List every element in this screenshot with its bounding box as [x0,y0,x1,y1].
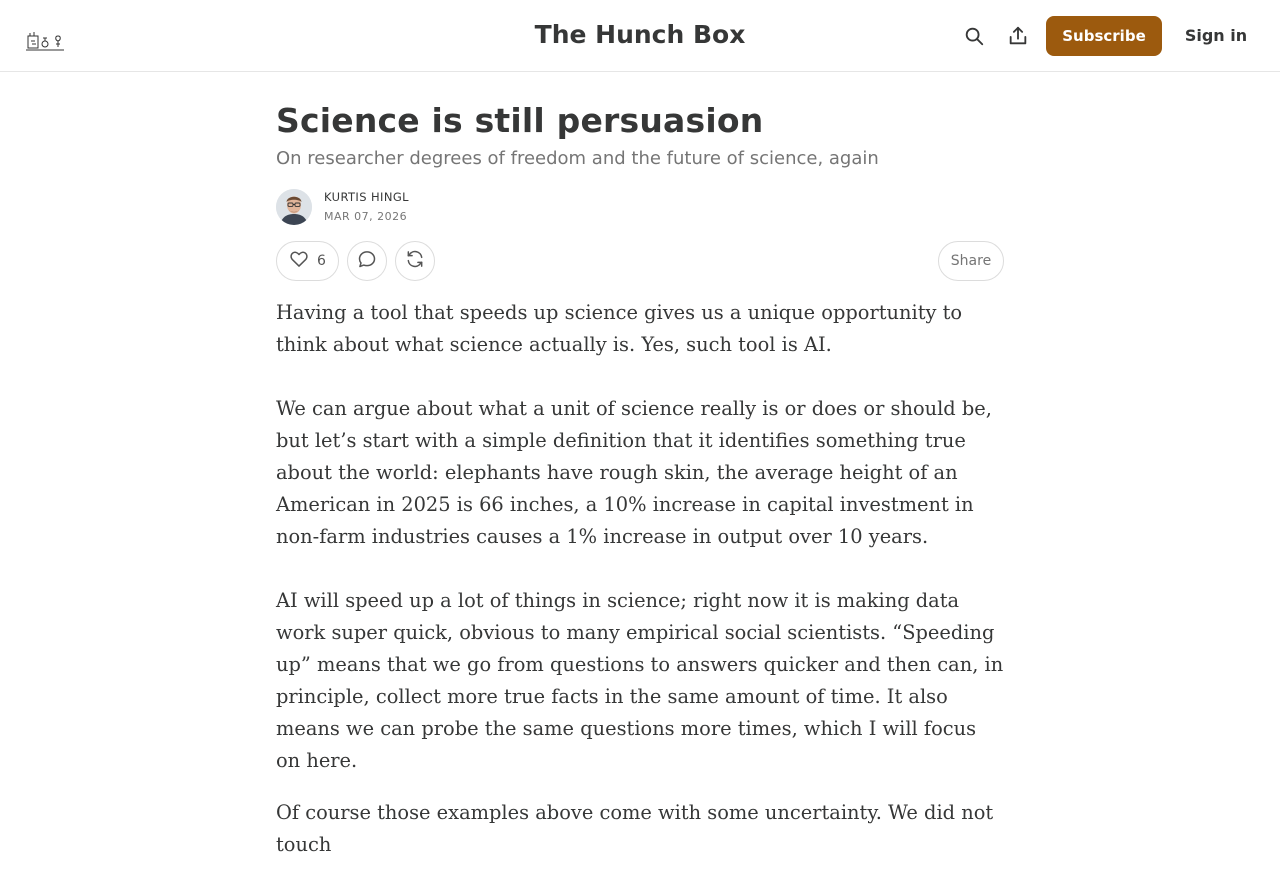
post-body [276,297,1004,861]
paragraph: We can argue about what a unit of science really is or does or should be, but let’s start with a simple definition that it identifies something true about the world: elephants have rough skin, the average height of an American in 2025 is 66 inches, a 10% increase in capital investment in non-farm industries causes a 1% increase in output over 10 years. [276,397,992,548]
restack-icon [405,249,425,273]
search-icon[interactable] [962,24,986,48]
paragraph: Having a tool that speeds up science gives us a unique opportunity to think about what science actually is. Yes, such tool is AI. [276,301,963,356]
post-actions [276,241,1004,281]
paragraph: AI will speed up a lot of things in science; right now it is making data work super quick, obvious to many empirical social scientists. “Speeding up” means that we go from questions to answers quicker and then can, in principle, collect more true facts in the same amount of time. It also means we can probe the same questions more times, which I will focus on here. [276,589,1004,772]
byline [276,189,1004,227]
post-article [276,98,1004,893]
heart-icon [289,249,309,273]
like-button[interactable] [276,241,339,281]
site-title[interactable]: The Hunch Box [534,20,746,49]
subscribe-button[interactable]: Subscribe [1046,16,1162,56]
post-date: MAR 07, 2026 [324,210,408,223]
avatar[interactable] [276,189,312,225]
like-count: 6 [317,253,326,269]
top-navigation-bar [0,0,1280,72]
restack-button[interactable] [395,241,435,281]
sign-in-button[interactable]: Sign in [1184,26,1248,45]
share-button[interactable]: Share [938,241,1004,281]
post-title: Science is still persuasion [276,101,764,140]
author-name[interactable]: KURTIS HINGL [324,190,409,204]
post-subtitle: On researcher degrees of freedom and the future of science, again [276,148,879,169]
comment-button[interactable] [347,241,387,281]
paragraph: Of course those examples above come with some uncertainty. We did not touch [276,801,994,856]
logo-icon[interactable] [24,28,66,52]
share-icon[interactable] [1006,24,1030,48]
comment-icon [357,249,377,273]
